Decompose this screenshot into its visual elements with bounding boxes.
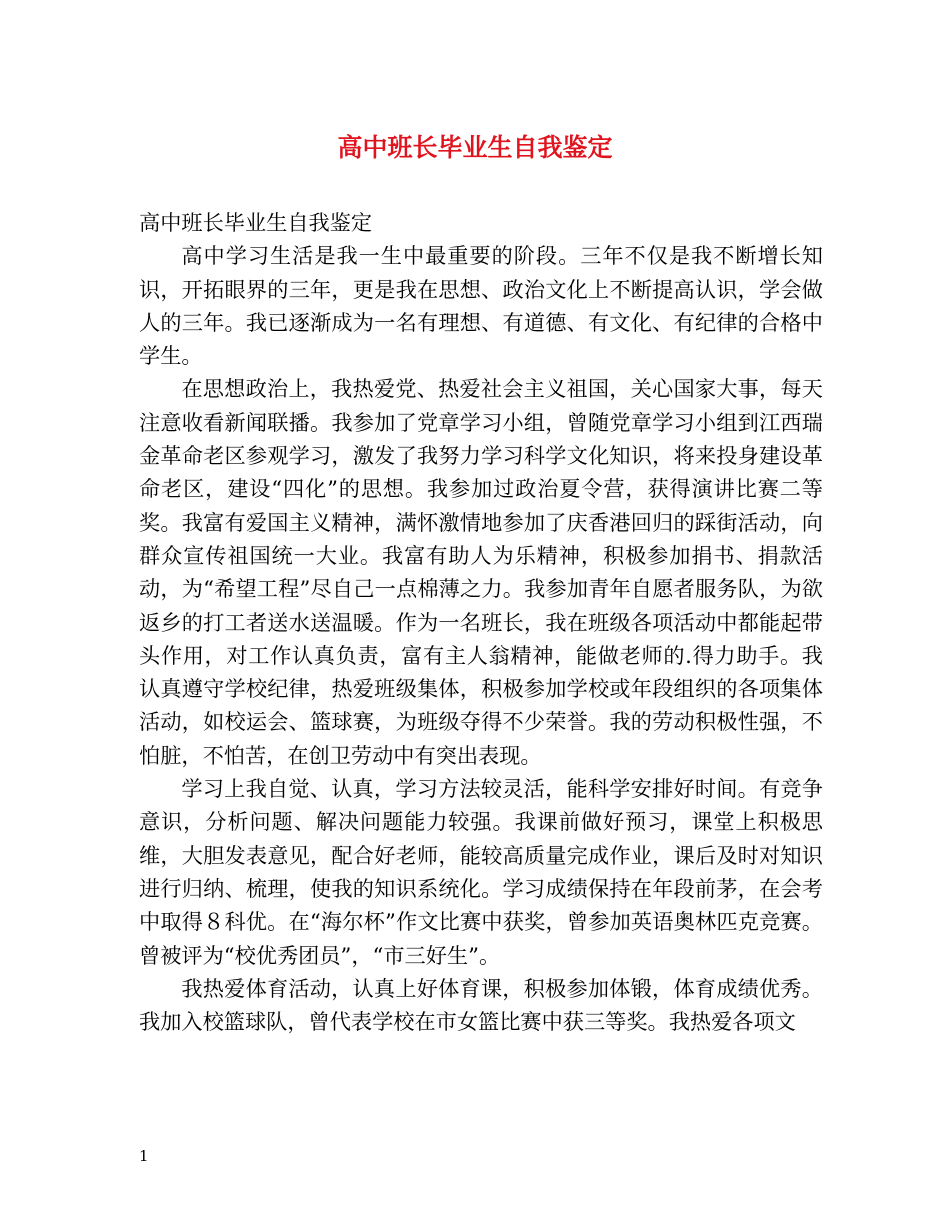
paragraph-sports: 我热爱体育活动，认真上好体育课，积极参加体锻，体育成绩优秀。我加入校篮球队，曾代表学校在市女篮比赛中获三等奖。我热爱各项文 [139, 975, 823, 1035]
paragraph-intro: 高中学习生活是我一生中最重要的阶段。三年不仅是我不断增长知识，开拓眼界的三年，更是我在思想、政治文化上不断提高认识，学会做人的三年。我已逐渐成为一名有理想、有道德、有文化、有纪律的合格中学生。 [139, 243, 823, 369]
document-title: 高中班长毕业生自我鉴定 [337, 133, 613, 162]
paragraph-politics: 在思想政治上，我热爱党、热爱社会主义祖国，关心国家大事，每天注意收看新闻联播。我参加了党章学习小组，曾随党章学习小组到江西瑞金革命老区参观学习，激发了我努力学习科学文化知识，将来投身建设革命老区，建设“四化”的思想。我参加过政治夏令营，获得演讲比赛二等奖。我富有爱国主义精神，满怀激情地参加了庆香港回归的踩街活动，向群众宣传祖国统一大业。我富有助人为乐精神，积极参加捐书、捐款活动，为“希望工程”尽自己一点棉薄之力。我参加青年自愿者服务队，为欲返乡的打工者送水送温暖。作为一名班长，我在班级各项活动中都能起带头作用，对工作认真负责，富有主人翁精神，能做老师的.得力助手。我认真遵守学校纪律，热爱班级集体，积极参加学校或年段组织的各项集体活动，如校运会、篮球赛，为班级夺得不少荣誉。我的劳动积极性强，不怕脏，不怕苦，在创卫劳动中有突出表现。 [139, 376, 823, 768]
paragraph-study: 学习上我自觉、认真，学习方法较灵活，能科学安排好时间。有竞争意识，分析问题、解决问题能力较强。我课前做好预习，课堂上积极思维，大胆发表意见，配合好老师，能较高质量完成作业，课后及时对知识进行归纳、梳理，使我的知识系统化。学习成绩保持在年段前茅，在会考中取得８科优。在“海尔杯”作文比赛中获奖，曾参加英语奥林匹克竞赛。曾被评为“校优秀团员”，“市三好生”。 [139, 776, 823, 968]
document-body [139, 206, 823, 1038]
page-number: 1 [139, 1147, 149, 1165]
document-subtitle: 高中班长毕业生自我鉴定 [139, 210, 373, 235]
